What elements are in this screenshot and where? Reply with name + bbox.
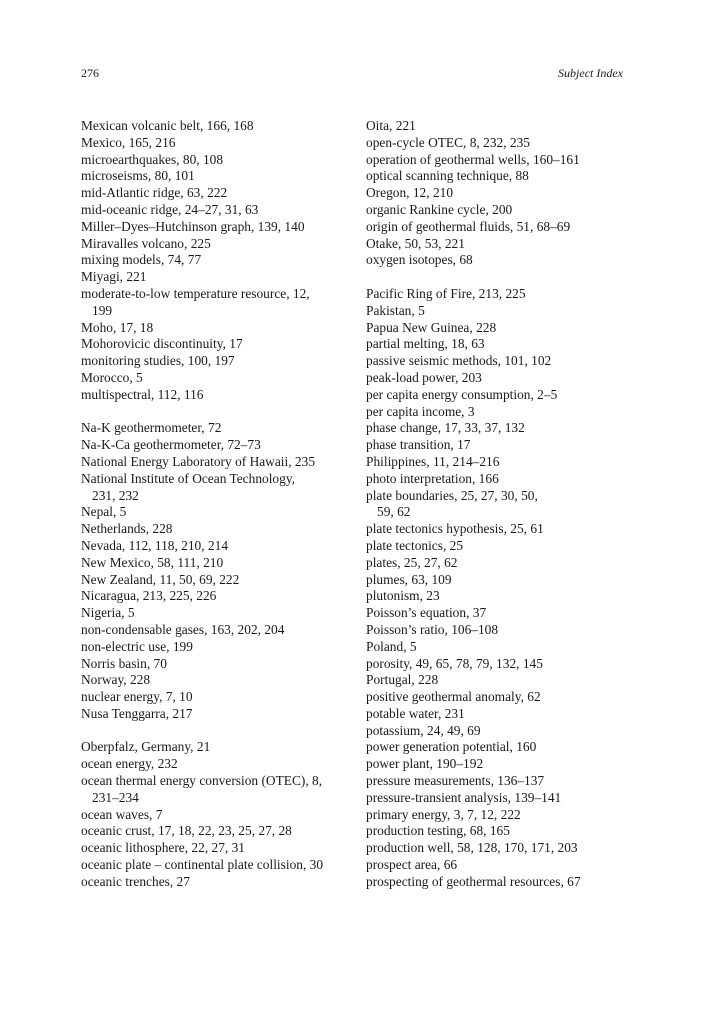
index-entry: monitoring studies, 100, 197 bbox=[81, 353, 235, 369]
index-entry: optical scanning technique, 88 bbox=[366, 168, 529, 184]
index-entry: phase transition, 17 bbox=[366, 437, 471, 453]
index-entry: Na-K-Ca geothermometer, 72–73 bbox=[81, 437, 261, 453]
index-entry: Pacific Ring of Fire, 213, 225 bbox=[366, 285, 526, 301]
index-entry: prospect area, 66 bbox=[366, 857, 458, 873]
index-entry: moderate-to-low temperature resource, 12, 199 bbox=[81, 285, 310, 318]
index-entry: porosity, 49, 65, 78, 79, 132, 145 bbox=[366, 655, 543, 671]
index-entry: Pakistan, 5 bbox=[366, 302, 425, 318]
index-entry: Netherlands, 228 bbox=[81, 521, 173, 537]
index-entry: potable water, 231 bbox=[366, 705, 465, 721]
index-entry: production well, 58, 128, 170, 171, 203 bbox=[366, 840, 578, 856]
index-entry: Oregon, 12, 210 bbox=[366, 185, 454, 201]
index-entry: microseisms, 80, 101 bbox=[81, 168, 195, 184]
running-head: Subject Index bbox=[558, 66, 623, 80]
index-group-p bbox=[366, 286, 634, 891]
index-entry: National Institute of Ocean Technology, 231, 232 bbox=[81, 470, 295, 503]
index-column-right bbox=[366, 118, 634, 907]
index-entry: oceanic plate – continental plate collision, 30 bbox=[81, 857, 324, 873]
page-number: 276 bbox=[81, 66, 99, 80]
index-entry: Papua New Guinea, 228 bbox=[366, 319, 497, 335]
index-entry: open-cycle OTEC, 8, 232, 235 bbox=[366, 134, 530, 150]
index-entry: potassium, 24, 49, 69 bbox=[366, 722, 481, 738]
index-entry: Philippines, 11, 214–216 bbox=[366, 453, 500, 469]
index-entry: passive seismic methods, 101, 102 bbox=[366, 353, 552, 369]
index-entry: plates, 25, 27, 62 bbox=[366, 554, 458, 570]
index-entry: mid-oceanic ridge, 24–27, 31, 63 bbox=[81, 201, 259, 217]
index-entry: plate tectonics hypothesis, 25, 61 bbox=[366, 521, 544, 537]
index-entry: plate tectonics, 25 bbox=[366, 537, 464, 553]
index-group-n bbox=[81, 420, 349, 722]
index-entry: Mexico, 165, 216 bbox=[81, 134, 176, 150]
index-column-left bbox=[81, 118, 349, 907]
index-entry: oceanic crust, 17, 18, 22, 23, 25, 27, 28 bbox=[81, 823, 292, 839]
index-entry: plumes, 63, 109 bbox=[366, 571, 452, 587]
index-entry: power generation potential, 160 bbox=[366, 739, 537, 755]
index-entry: Nicaragua, 213, 225, 226 bbox=[81, 588, 217, 604]
index-entry: multispectral, 112, 116 bbox=[81, 386, 204, 402]
index-entry: ocean thermal energy conversion (OTEC), 8, 231–234 bbox=[81, 773, 323, 805]
index-entry: Otake, 50, 53, 221 bbox=[366, 235, 465, 251]
index-entry: pressure-transient analysis, 139–141 bbox=[366, 789, 562, 805]
index-entry: New Zealand, 11, 50, 69, 222 bbox=[81, 571, 240, 587]
index-entry: operation of geothermal wells, 160–161 bbox=[366, 151, 580, 167]
index-entry: power plant, 190–192 bbox=[366, 756, 484, 772]
index-entry: Morocco, 5 bbox=[81, 369, 143, 385]
index-entry: Norway, 228 bbox=[81, 672, 151, 688]
index-entry: ocean waves, 7 bbox=[81, 806, 163, 822]
index-entry: Nusa Tenggarra, 217 bbox=[81, 705, 193, 721]
index-entry: Mohorovicic discontinuity, 17 bbox=[81, 336, 243, 352]
index-entry: photo interpretation, 166 bbox=[366, 470, 499, 486]
index-entry: peak-load power, 203 bbox=[366, 369, 482, 385]
index-entry: Nepal, 5 bbox=[81, 504, 127, 520]
index-entry: phase change, 17, 33, 37, 132 bbox=[366, 420, 525, 436]
index-entry: mid-Atlantic ridge, 63, 222 bbox=[81, 185, 228, 201]
index-entry: mixing models, 74, 77 bbox=[81, 252, 202, 268]
index-entry: plate boundaries, 25, 27, 30, 50, 59, 62 bbox=[366, 487, 538, 520]
index-entry: origin of geothermal fluids, 51, 68–69 bbox=[366, 218, 571, 234]
index-entry: non-condensable gases, 163, 202, 204 bbox=[81, 621, 285, 637]
index-entry: Poland, 5 bbox=[366, 638, 417, 654]
index-entry: Na-K geothermometer, 72 bbox=[81, 420, 222, 436]
index-entry: Portugal, 228 bbox=[366, 672, 439, 688]
index-entry: Norris basin, 70 bbox=[81, 655, 167, 671]
index-entry: primary energy, 3, 7, 12, 222 bbox=[366, 806, 521, 822]
index-entry: Miller–Dyes–Hutchinson graph, 139, 140 bbox=[81, 218, 305, 234]
index-entry: oceanic lithosphere, 22, 27, 31 bbox=[81, 840, 245, 856]
index-entry: nuclear energy, 7, 10 bbox=[81, 689, 193, 705]
index-entry: ocean energy, 232 bbox=[81, 756, 178, 772]
index-entry: Miyagi, 221 bbox=[81, 269, 147, 285]
index-entry: microearthquakes, 80, 108 bbox=[81, 151, 224, 167]
index-entry: plutonism, 23 bbox=[366, 588, 440, 604]
index-entry: New Mexico, 58, 111, 210 bbox=[81, 554, 224, 570]
index-entry: prospecting of geothermal resources, 67 bbox=[366, 873, 581, 889]
index-entry: oxygen isotopes, 68 bbox=[366, 252, 473, 268]
index-group-o bbox=[81, 739, 349, 890]
index-entry: per capita energy consumption, 2–5 bbox=[366, 386, 558, 402]
index-entry: Nevada, 112, 118, 210, 214 bbox=[81, 537, 229, 553]
index-entry: Nigeria, 5 bbox=[81, 605, 135, 621]
index-entry: non-electric use, 199 bbox=[81, 638, 193, 654]
index-entry: positive geothermal anomaly, 62 bbox=[366, 689, 541, 705]
index-entry: Poisson’s equation, 37 bbox=[366, 605, 487, 621]
index-entry: National Energy Laboratory of Hawaii, 235 bbox=[81, 453, 316, 469]
index-entry: Oita, 221 bbox=[366, 118, 416, 133]
index-entry: production testing, 68, 165 bbox=[366, 823, 510, 839]
index-entry: Mexican volcanic belt, 166, 168 bbox=[81, 118, 254, 133]
index-entry: Poisson’s ratio, 106–108 bbox=[366, 621, 499, 637]
index-entry: organic Rankine cycle, 200 bbox=[366, 201, 513, 217]
index-entry: per capita income, 3 bbox=[366, 403, 475, 419]
index-entry: Moho, 17, 18 bbox=[81, 319, 154, 335]
index-entry: Oberpfalz, Germany, 21 bbox=[81, 739, 211, 755]
index-entry: Miravalles volcano, 225 bbox=[81, 235, 211, 251]
index-group-m bbox=[81, 118, 349, 404]
index-entry: partial melting, 18, 63 bbox=[366, 336, 485, 352]
index-group-o-continued bbox=[366, 118, 634, 269]
index-entry: oceanic trenches, 27 bbox=[81, 873, 190, 889]
index-entry: pressure measurements, 136–137 bbox=[366, 773, 545, 789]
page-header bbox=[81, 66, 623, 84]
